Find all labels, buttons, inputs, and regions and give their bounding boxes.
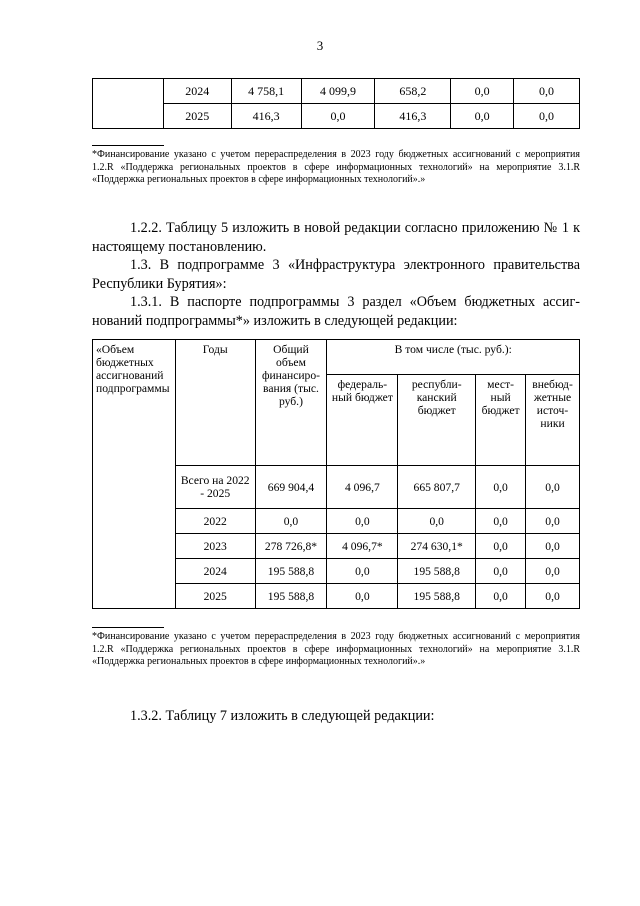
table-cell: 0,0 [451, 79, 514, 104]
table-cell: 0,0 [526, 534, 580, 559]
table-cell: 0,0 [476, 584, 526, 609]
table-cell: 2024 [163, 79, 231, 104]
table-cell: 665 807,7 [398, 466, 476, 509]
table-cell: 278 726,8* [255, 534, 327, 559]
paragraph-1-3: 1.3. В подпрограмме 3 «Инфраструктура электронного правительства Республики Бурятия»: [92, 257, 580, 292]
table-row [93, 79, 580, 104]
header-including: В том числе (тыс. руб.): [327, 340, 580, 375]
table-cell: 0,0 [514, 104, 580, 129]
table-cell: 195 588,8 [255, 559, 327, 584]
table-cell-empty [93, 79, 164, 129]
table-cell: 0,0 [451, 104, 514, 129]
table-cell: 0,0 [255, 509, 327, 534]
table-cell: 2022 [175, 509, 255, 534]
table-cell: 416,3 [231, 104, 301, 129]
table-cell: 4 096,7 [327, 466, 398, 509]
footnote: *Финансирование указано с учетом перераспределения в 2023 году бюджетных ассигнований с мероприятия 1.2.R «Поддержка региональных проектов в сфере информационных технологий» на мероприятие 3.1.R «Поддержка региональных проектов в сфере информационных технологий».» [92, 149, 580, 186]
paragraph-1-2-2: 1.2.2. Таблицу 5 изложить в новой редакции согласно приложению № 1 к настоящему постановлению. [92, 220, 580, 255]
table-cell: 0,0 [526, 584, 580, 609]
table-cell: 2025 [175, 584, 255, 609]
table-row [93, 104, 580, 129]
table-cell: 0,0 [476, 559, 526, 584]
table-cell: 195 588,8 [255, 584, 327, 609]
table-cell: 4 758,1 [231, 79, 301, 104]
header-federal: федеральный бюджет [327, 375, 398, 466]
table-cell: 0,0 [327, 559, 398, 584]
header-republic: республиканский бюджет [398, 375, 476, 466]
table-cell: 195 588,8 [398, 584, 476, 609]
header-years: Годы [175, 340, 255, 466]
row-label-cell: «Объем бюджетных ассигнований подпрограммы [93, 340, 176, 609]
table-cell: 0,0 [476, 466, 526, 509]
budget-allocation-table [92, 339, 580, 609]
table-cell: 2025 [163, 104, 231, 129]
table-cell: 195 588,8 [398, 559, 476, 584]
table-cell: 0,0 [526, 466, 580, 509]
table-cell: 274 630,1* [398, 534, 476, 559]
header-extra: внебюджетные источники [526, 375, 580, 466]
header-local: местный бюджет [476, 375, 526, 466]
table-cell: 0,0 [327, 509, 398, 534]
table-cell: 0,0 [526, 559, 580, 584]
table-cell: 4 096,7* [327, 534, 398, 559]
table-cell: 0,0 [327, 584, 398, 609]
footnote-divider [92, 627, 164, 628]
table-cell: 669 904,4 [255, 466, 327, 509]
paragraph-1-3-1: 1.3.1. В паспорте подпрограммы 3 раздел «Объем бюджетных ассигнований подпрограммы*» изложить в следующей редакции: [92, 294, 580, 329]
table-header-row [93, 340, 580, 375]
table-cell: 0,0 [476, 509, 526, 534]
top-budget-table [92, 78, 580, 129]
table-cell: Всего на 2022 - 2025 [175, 466, 255, 509]
paragraph-1-3-2: 1.3.2. Таблицу 7 изложить в следующей редакции: [130, 708, 435, 724]
table-cell: 416,3 [375, 104, 451, 129]
table-cell: 2024 [175, 559, 255, 584]
table-cell: 0,0 [398, 509, 476, 534]
table-cell: 0,0 [514, 79, 580, 104]
table-cell: 0,0 [526, 509, 580, 534]
table-cell: 2023 [175, 534, 255, 559]
table-cell: 0,0 [476, 534, 526, 559]
footnote-divider [92, 145, 164, 146]
table-cell: 4 099,9 [301, 79, 375, 104]
table-cell: 0,0 [301, 104, 375, 129]
page-number: 3 [316, 38, 324, 53]
table-cell: 658,2 [375, 79, 451, 104]
footnote: *Финансирование указано с учетом перераспределения в 2023 году бюджетных ассигнований с мероприятия 1.2.R «Поддержка региональных проектов в сфере информационных технологий» на мероприятие 3.1.R «Поддержка региональных проектов в сфере информационных технологий».» [92, 631, 580, 668]
header-total: Общий объем финансирования (тыс. руб.) [255, 340, 327, 466]
